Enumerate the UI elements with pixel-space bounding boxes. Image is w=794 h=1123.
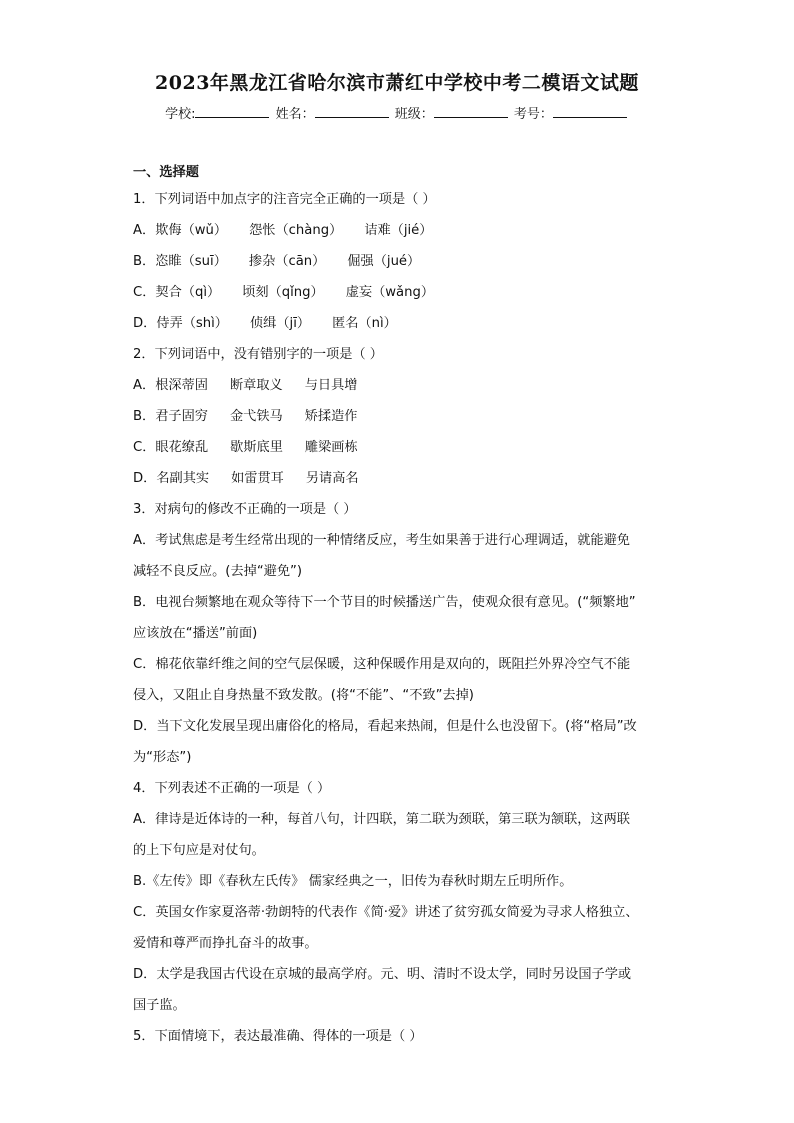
question-2-option-b: B．君子固穷 金弋铁马 矫揉造作 <box>133 409 358 424</box>
questions-content <box>133 162 673 1057</box>
question-3-option-c-line2: 侵入，又阻止自身热量不致发散。(将“不能”、“不致”去掉) <box>133 688 474 703</box>
class-label: 班级： <box>394 107 434 122</box>
name-blank[interactable] <box>315 105 389 118</box>
student-info-row <box>0 103 794 122</box>
question-4-option-d-line2: 国子监。 <box>133 998 186 1013</box>
question-4-option-d-line1: D．太学是我国古代设在京城的最高学府。元、明、清时不设太学，同时另设国子学或 <box>133 967 632 982</box>
question-2-option-a: A．根深蒂固 断章取义 与日具增 <box>133 378 358 393</box>
question-1-option-a: A．欺侮（wǔ） 怨怅（chàng） 诘难（jié） <box>133 223 433 238</box>
question-1-stem: 1．下列词语中加点字的注音完全正确的一项是（ ） <box>133 192 436 207</box>
question-2-option-d: D．名副其实 如雷贯耳 另请高名 <box>133 471 359 486</box>
question-2-stem: 2．下列词语中，没有错别字的一项是（ ） <box>133 347 383 362</box>
question-4-option-c-line2: 爱情和尊严而挣扎奋斗的故事。 <box>133 936 318 951</box>
question-4-stem: 4．下列表述不正确的一项是（ ） <box>133 781 331 796</box>
question-2-option-c: C．眼花缭乱 歇斯底里 雕梁画栋 <box>133 440 358 455</box>
school-label: 学校: <box>165 107 196 122</box>
class-blank[interactable] <box>434 105 508 118</box>
question-5-stem: 5．下面情境下，表达最准确、得体的一项是（ ） <box>133 1029 423 1044</box>
exam-no-label: 考号： <box>513 107 553 122</box>
school-blank[interactable] <box>195 105 269 118</box>
section-heading: 一、选择题 <box>133 165 199 180</box>
question-4-option-a-line2: 的上下句应是对仗句。 <box>133 843 265 858</box>
question-4-option-b-line1: B.《左传》即《春秋左氏传》 儒家经典之一，旧传为春秋时期左丘明所作。 <box>133 874 573 889</box>
question-1-option-b: B．恣睢（suī） 掺杂（cān） 倔强（jué） <box>133 254 421 269</box>
question-1-option-c: C．契合（qì） 顷刻（qǐng） 虚妄（wǎng） <box>133 285 435 300</box>
question-3-option-b-line2: 应该放在“播送”前面) <box>133 626 258 641</box>
question-3-option-a-line2: 减轻不良反应。(去掉“避免”) <box>133 564 303 579</box>
question-4-option-a-line1: A．律诗是近体诗的一种，每首八句，计四联，第二联为颈联，第三联为颔联，这两联 <box>133 812 630 827</box>
exam-title: 2023年黑龙江省哈尔滨市萧红中学校中考二模语文试题 <box>155 72 639 94</box>
question-3-option-d-line2: 为“形态”) <box>133 750 192 765</box>
question-3-option-c-line1: C．棉花依靠纤维之间的空气层保暖，这种保暖作用是双向的，既阻拦外界冷空气不能 <box>133 657 631 672</box>
question-3-stem: 3．对病句的修改不正确的一项是（ ） <box>133 502 357 517</box>
question-3-option-d-line1: D．当下文化发展呈现出庸俗化的格局，看起来热闹，但是什么也没留下。(将“格局”改 <box>133 719 637 734</box>
name-label: 姓名： <box>275 107 315 122</box>
question-3-option-a-line1: A．考试焦虑是考生经常出现的一种情绪反应，考生如果善于进行心理调适，就能避免 <box>133 533 630 548</box>
question-1-option-d: D．侍弄（shì） 侦缉（jī） 匿名（nì） <box>133 316 397 331</box>
question-3-option-b-line1: B．电视台频繁地在观众等待下一个节目的时候播送广告，使观众很有意见。(“频繁地” <box>133 595 636 610</box>
exam-no-blank[interactable] <box>553 105 627 118</box>
question-4-option-c-line1: C．英国女作家夏洛蒂·勃朗特的代表作《简·爱》讲述了贫穷孤女简爱为寻求人格独立、 <box>133 905 639 920</box>
